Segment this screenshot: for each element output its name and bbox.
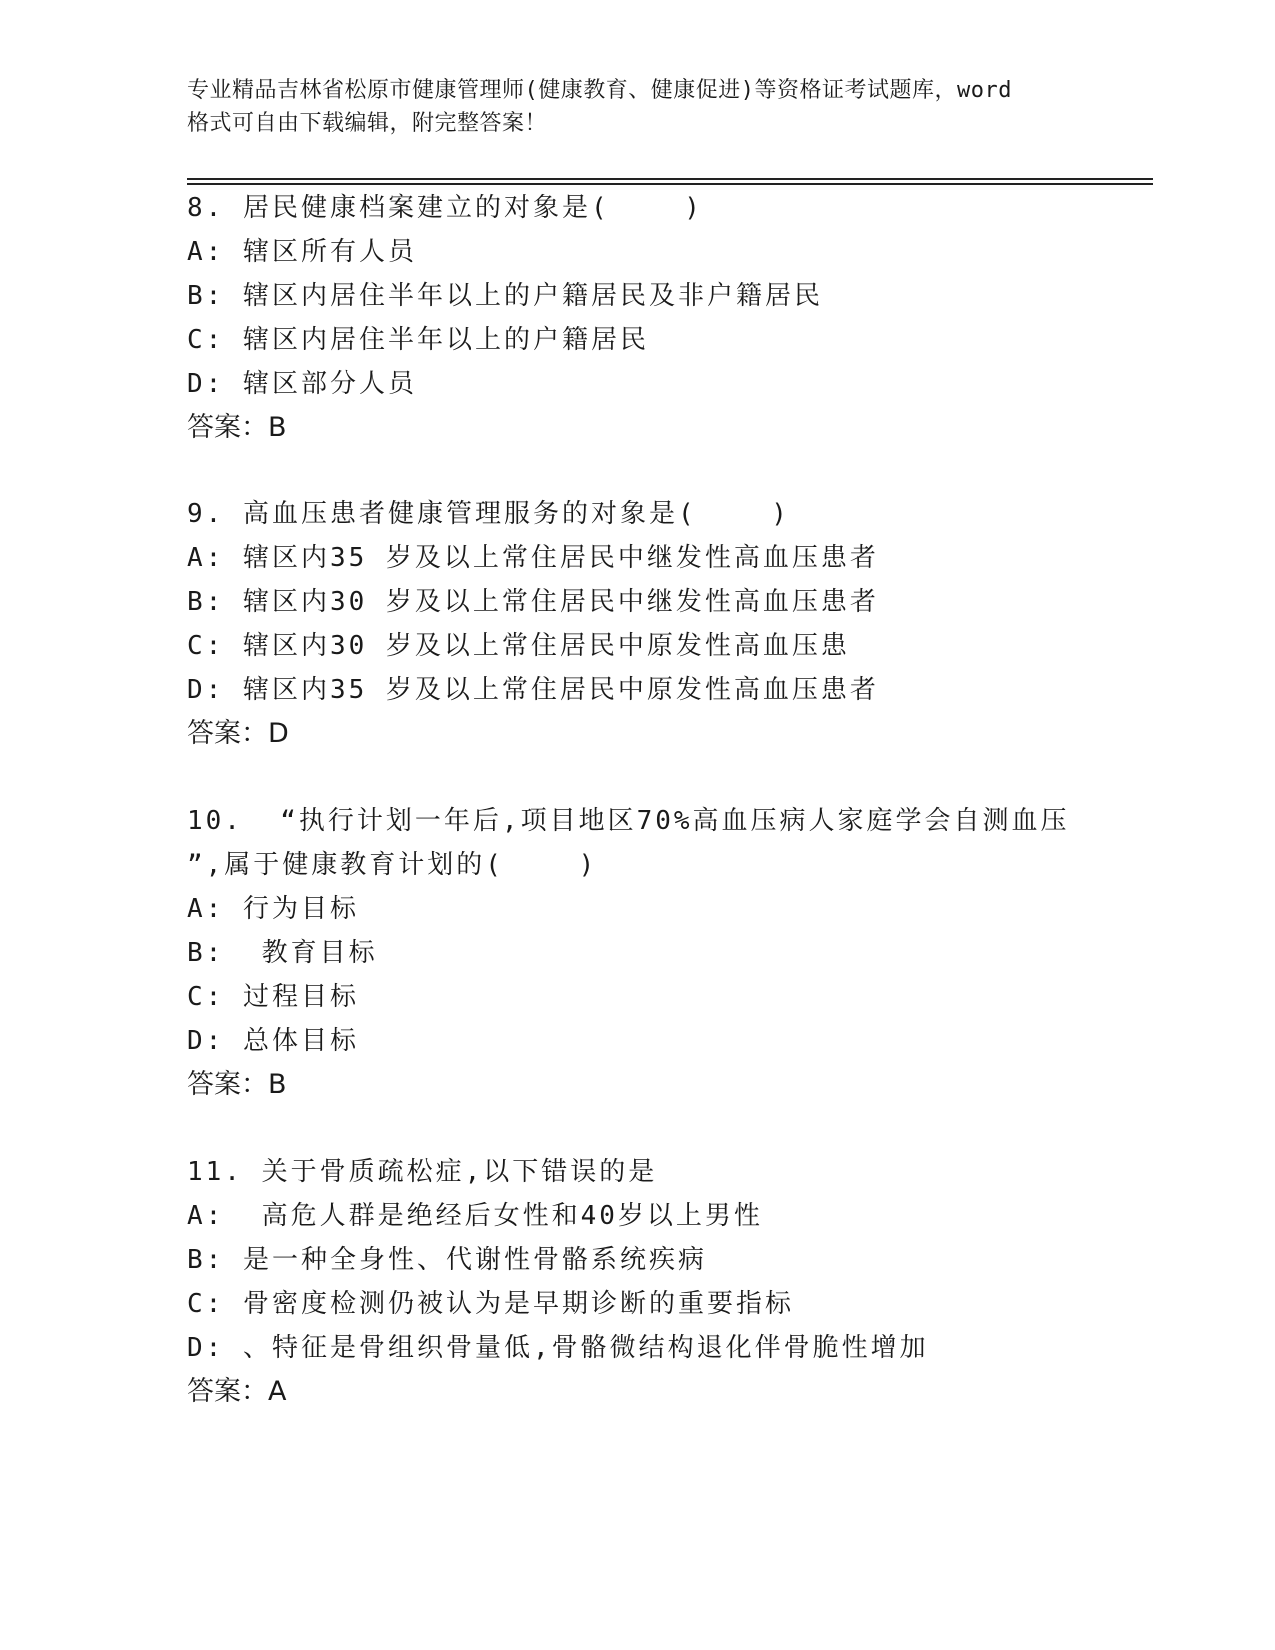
question-8-stem: 8. 居民健康档案建立的对象是( )	[187, 193, 703, 223]
question-8-answer: 答案：B	[187, 412, 287, 443]
question-11-option-d: D: 、特征是骨组织骨量低,骨骼微结构退化伴骨脆性增加	[187, 1333, 929, 1363]
question-9-stem: 9. 高血压患者健康管理服务的对象是( )	[187, 499, 790, 529]
question-9-option-a: A: 辖区内35 岁及以上常住居民中继发性高血压患者	[187, 543, 879, 573]
question-10-option-b: B: 教育目标	[187, 938, 378, 968]
question-9-option-b: B: 辖区内30 岁及以上常住居民中继发性高血压患者	[187, 587, 879, 617]
header-rule-bottom	[187, 183, 1153, 185]
question-11-answer: 答案：A	[187, 1376, 287, 1407]
question-9-answer: 答案：D	[187, 718, 289, 749]
header-rule-top	[187, 178, 1153, 180]
question-10-stem-continued: ”,属于健康教育计划的( )	[187, 850, 598, 880]
question-9-option-d: D: 辖区内35 岁及以上常住居民中原发性高血压患者	[187, 675, 879, 705]
question-10-stem: 10. “执行计划一年后,项目地区70%高血压病人家庭学会自测血压	[187, 806, 1070, 836]
question-8-option-a: A: 辖区所有人员	[187, 237, 417, 267]
question-11-option-a: A: 高危人群是绝经后女性和40岁以上男性	[187, 1201, 763, 1231]
question-10-option-c: C: 过程目标	[187, 982, 359, 1012]
document-header	[187, 74, 1087, 140]
question-8-option-c: C: 辖区内居住半年以上的户籍居民	[187, 325, 649, 355]
question-8-option-b: B: 辖区内居住半年以上的户籍居民及非户籍居民	[187, 281, 823, 311]
question-10-option-d: D: 总体目标	[187, 1026, 359, 1056]
question-11-stem: 11. 关于骨质疏松症,以下错误的是	[187, 1157, 658, 1187]
question-9-option-c: C: 辖区内30 岁及以上常住居民中原发性高血压患	[187, 631, 850, 661]
header-line-1: 专业精品吉林省松原市健康管理师(健康教育、健康促进)等资格证考试题库，word	[187, 78, 1012, 103]
question-11-option-b: B: 是一种全身性、代谢性骨骼系统疾病	[187, 1245, 707, 1275]
question-11-option-c: C: 骨密度检测仍被认为是早期诊断的重要指标	[187, 1289, 794, 1319]
question-10-answer: 答案：B	[187, 1069, 287, 1100]
header-line-2: 格式可自由下载编辑，附完整答案！	[187, 111, 548, 136]
question-10-option-a: A: 行为目标	[187, 894, 359, 924]
question-8-option-d: D: 辖区部分人员	[187, 369, 417, 399]
